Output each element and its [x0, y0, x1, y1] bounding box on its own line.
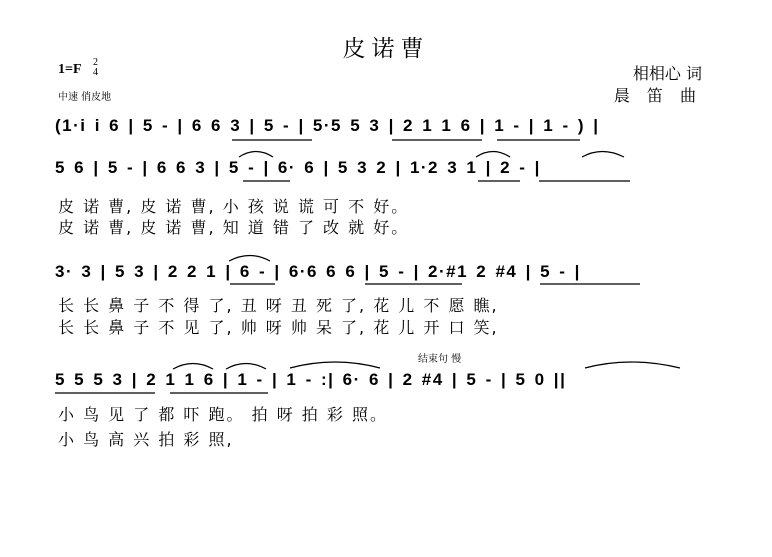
time-signature — [93, 58, 98, 78]
lyric-line-4-verse-1: 小 鸟 见 了 都 吓 跑。 拍 呀 拍 彩 照。 — [58, 405, 388, 424]
meter-top: 2 — [93, 57, 98, 68]
notation-line-2: 5 6 | 5 - | 6 6 3 | 5 - | 6· 6 | 5 3 2 | 1·2 3 1 | 2 - | — [55, 158, 541, 177]
slur-mark — [239, 152, 273, 158]
slur-mark — [585, 362, 680, 368]
lyric-line-2-verse-1: 皮 诺 曹, 皮 诺 曹, 小 孩 说 谎 可 不 好。 — [58, 197, 410, 216]
lyricist-credit: 相相心 词 — [632, 64, 702, 83]
composer-credit: 晨 笛 曲 — [613, 86, 702, 105]
slur-mark — [290, 362, 380, 368]
lyric-line-2-verse-2: 皮 诺 曹, 皮 诺 曹, 知 道 错 了 改 就 好。 — [58, 218, 410, 237]
lyric-line-3-verse-2: 长 长 鼻 子 不 见 了, 帅 呀 帅 呆 了, 花 儿 开 口 笑, — [58, 318, 499, 337]
ending-marker: 结束句 慢 — [418, 354, 462, 365]
notation-line-intro: (1·i i 6 | 5 - | 6 6 3 | 5 - | 5·5 5 3 | 2 1 1 6 | 1 - | 1 - ) | — [55, 116, 600, 135]
tempo-marking: 中速 俏皮地 — [58, 92, 112, 103]
notation-line-3: 3· 3 | 5 3 | 2 2 1 | 6 - | 6·6 6 6 | 5 - | 2·#1 2 #4 | 5 - | — [55, 262, 581, 281]
notation-line-4: 5 5 5 3 | 2 1 1 6 | 1 - | 1 - :| 6· 6 | 2 #4 | 5 - | 5 0 || — [55, 370, 567, 389]
meter-bottom: 4 — [93, 67, 98, 78]
lyric-line-3-verse-1: 长 长 鼻 子 不 得 了, 丑 呀 丑 死 了, 花 儿 不 愿 瞧, — [58, 296, 499, 315]
lyric-line-4-verse-2: 小 鸟 高 兴 拍 彩 照, — [58, 430, 234, 449]
song-title: 皮诺曹 — [342, 36, 430, 62]
key-signature: 1=F — [58, 62, 82, 77]
slur-mark — [476, 152, 510, 158]
slur-mark — [173, 364, 213, 370]
slur-mark — [226, 364, 266, 370]
slur-mark — [582, 152, 624, 158]
slur-mark — [229, 256, 270, 262]
